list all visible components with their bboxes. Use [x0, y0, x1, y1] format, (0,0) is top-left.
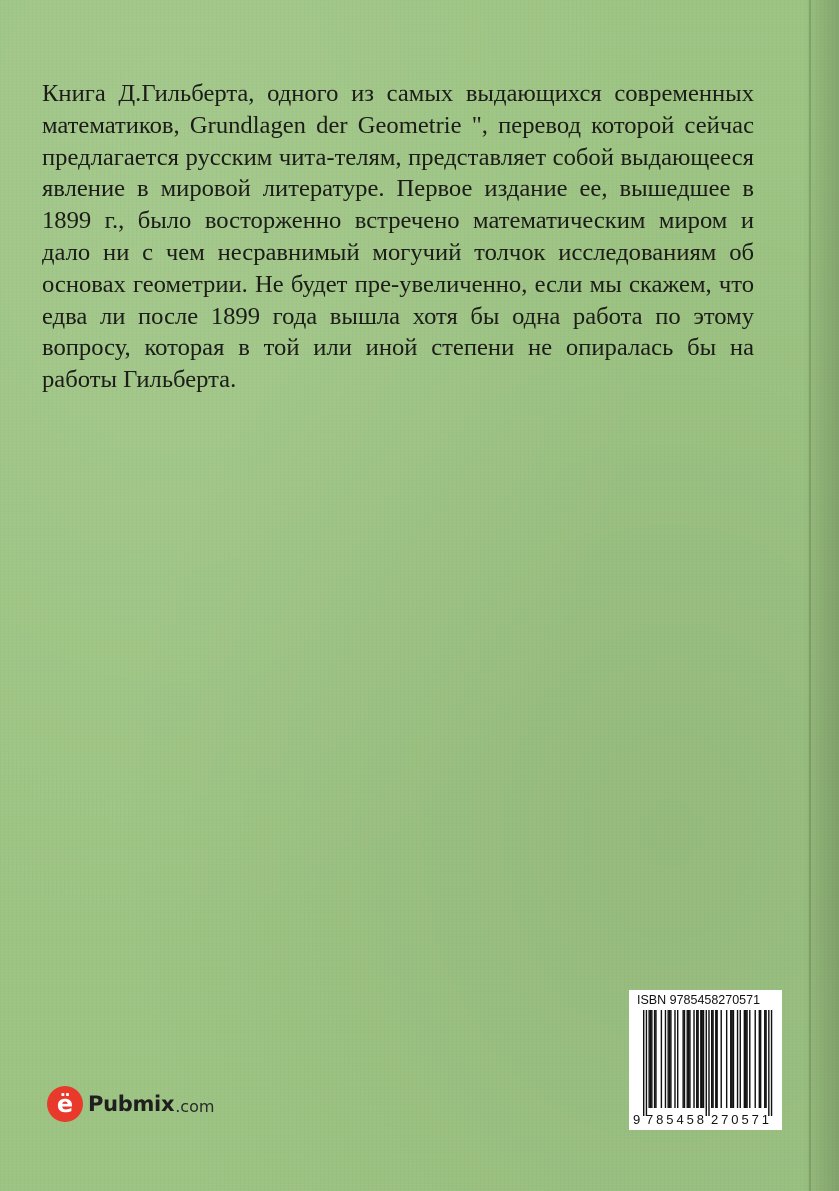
barcode-bar [715, 1010, 716, 1108]
barcode-bar [654, 1010, 655, 1108]
barcode-bar [703, 1010, 704, 1108]
barcode-bar [655, 1010, 656, 1108]
barcode-graphic [633, 1010, 778, 1128]
pubmix-logo-icon: ё [47, 1086, 83, 1122]
barcode-bar [701, 1010, 702, 1108]
barcode-guard-bar [771, 1010, 772, 1116]
isbn-barcode [629, 990, 782, 1130]
barcode-guard-bar [646, 1010, 647, 1116]
spine-fold-line [809, 0, 811, 1191]
barcode-guard-bar [708, 1010, 709, 1116]
barcode-bar [682, 1010, 683, 1108]
barcode-bar [697, 1010, 698, 1108]
barcode-guard-bar [643, 1010, 644, 1116]
publisher-domain: .com [175, 1096, 215, 1116]
barcode-bar [661, 1010, 662, 1108]
barcode-bar [721, 1010, 722, 1108]
barcode-bar [740, 1010, 741, 1108]
barcode-bar [677, 1010, 678, 1108]
barcode-digits-right: 270571 [711, 1112, 769, 1127]
barcode-bar [760, 1010, 761, 1108]
barcode-bar [670, 1010, 671, 1108]
barcode-bar [700, 1010, 701, 1108]
barcode-bar [669, 1010, 670, 1108]
barcode-digit-first: 9 [633, 1112, 641, 1127]
barcode-bar [711, 1010, 712, 1108]
barcode-bar [755, 1010, 756, 1108]
barcode-bar [687, 1010, 688, 1108]
barcode-bar [745, 1010, 746, 1108]
barcode-bar [716, 1010, 717, 1108]
barcode-digits-left: 785458 [646, 1112, 704, 1127]
barcode-bar [667, 1010, 668, 1108]
book-description: Книга Д.Гильберта, одного из самых выдающихся современных математиков, Grundlagen der Geometrie ", перевод которой сейчас предлагается русским чита-телям, представляет собой выдающееся явление в мировой литературе. Первое издание ее, вышедшее в 1899 г., было восторженно встречено математическим миром и дало ни с чем несравнимый могучий толчок исследованиям об основах геометрии. Не будет пре-увеличенно, если мы скажем, что едва ли после 1899 года вышла хотя бы одна работа по этому вопросу, которая в той или иной степени не опиралась бы на работы Гильберта. [42, 80, 754, 394]
barcode-bar [689, 1010, 690, 1108]
barcode-bar [650, 1010, 651, 1108]
barcode-bar [733, 1010, 734, 1108]
barcode-bar [712, 1010, 713, 1108]
barcode-bar [674, 1010, 675, 1108]
barcode-guard-bar [706, 1010, 707, 1116]
barcode-bars [643, 1010, 772, 1116]
barcode-bar [726, 1010, 727, 1108]
barcode-bar [651, 1010, 652, 1108]
barcode-bar [744, 1010, 745, 1108]
barcode-guard-bar [768, 1010, 769, 1116]
publisher-logo [47, 1086, 214, 1122]
isbn-label: ISBN 9785458270571 [637, 993, 761, 1007]
barcode-bar [696, 1010, 697, 1108]
publisher-name: Pubmix [88, 1092, 175, 1116]
barcode-bar [764, 1010, 765, 1108]
barcode-bar [648, 1010, 649, 1108]
barcode-bar [759, 1010, 760, 1108]
barcode-bar [737, 1010, 738, 1108]
barcode-bar [730, 1010, 731, 1108]
barcode-bar [731, 1010, 732, 1108]
barcode-bar [665, 1010, 666, 1108]
barcode-bar [688, 1010, 689, 1108]
barcode-bar [684, 1010, 685, 1108]
barcode-bar [749, 1010, 750, 1108]
barcode-bar [765, 1010, 766, 1108]
barcode-bar [746, 1010, 747, 1108]
barcode-bar [693, 1010, 694, 1108]
